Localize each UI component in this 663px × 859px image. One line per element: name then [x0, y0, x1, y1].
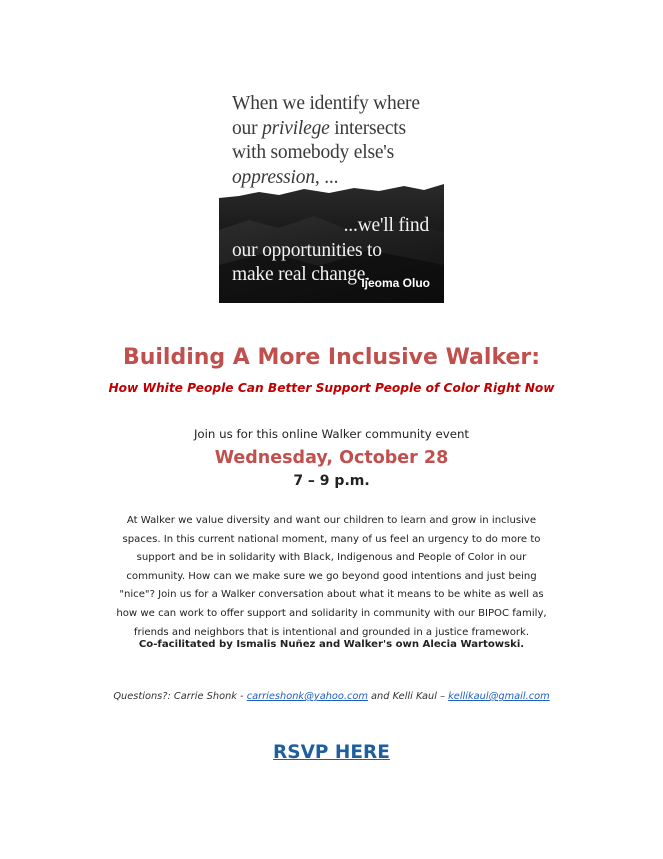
quote-line — [232, 117, 437, 142]
quote-fragment: , ... — [314, 166, 339, 188]
description-line: support and be in solidarity with Black, Indigenous and People of Color in our — [136, 552, 527, 564]
quote-fragment: intersects — [329, 117, 406, 139]
quote-text-top — [232, 92, 437, 190]
quote-fragment: our — [232, 117, 263, 139]
questions-contact — [0, 691, 663, 702]
rsvp-container — [0, 742, 663, 763]
event-intro: Join us for this online Walker community event — [193, 427, 470, 441]
description-line: community. How can we make sure we go beyond good intentions and just being — [126, 570, 537, 582]
quote-image — [219, 80, 444, 303]
quote-emphasis: privilege — [262, 117, 330, 139]
quote-line: with somebody else's — [232, 142, 394, 163]
quote-emphasis: oppression — [232, 166, 315, 188]
questions-middle: and Kelli Kaul – — [367, 691, 449, 702]
event-date: Wednesday, October 28 — [214, 448, 449, 468]
quote-line: make real change. — [232, 264, 370, 285]
description-line: "nice"? Join us for a Walker conversation about what it means to be white as well as — [119, 589, 544, 601]
description-line: spaces. In this current national moment, many of us feel an urgency to do more to — [122, 533, 541, 545]
quote-line: When we identify where — [232, 93, 420, 114]
page-title: Building A More Inclusive Walker: — [122, 345, 541, 370]
quote-author: Ijeoma Oluo — [361, 276, 430, 290]
quote-line: our opportunities to — [232, 239, 382, 261]
rsvp-link[interactable]: RSVP HERE — [273, 742, 390, 763]
email-link-kelli[interactable]: kellikaul@gmail.com — [448, 691, 550, 702]
event-description — [98, 512, 565, 642]
page-subtitle: How White People Can Better Support People of Color Right Now — [108, 381, 555, 395]
quote-line: ...we'll find — [343, 215, 429, 236]
event-time: 7 – 9 p.m. — [293, 473, 370, 489]
quote-line — [232, 166, 437, 191]
email-link-carrie[interactable]: carrieshonk@yahoo.com — [246, 691, 368, 702]
description-line: friends and neighbors that is intentional and grounded in a justice framework. — [133, 626, 530, 638]
description-line: At Walker we value diversity and want our children to learn and grow in inclusive — [126, 515, 537, 526]
description-line: how we can work to offer support and solidarity in community with our BIPOC family, — [116, 607, 547, 619]
questions-prefix: Questions?: Carrie Shonk - — [113, 691, 247, 702]
cofacilitators: Co-facilitated by Ismalis Nuñez and Walker's own Alecia Wartowski. — [138, 639, 525, 650]
